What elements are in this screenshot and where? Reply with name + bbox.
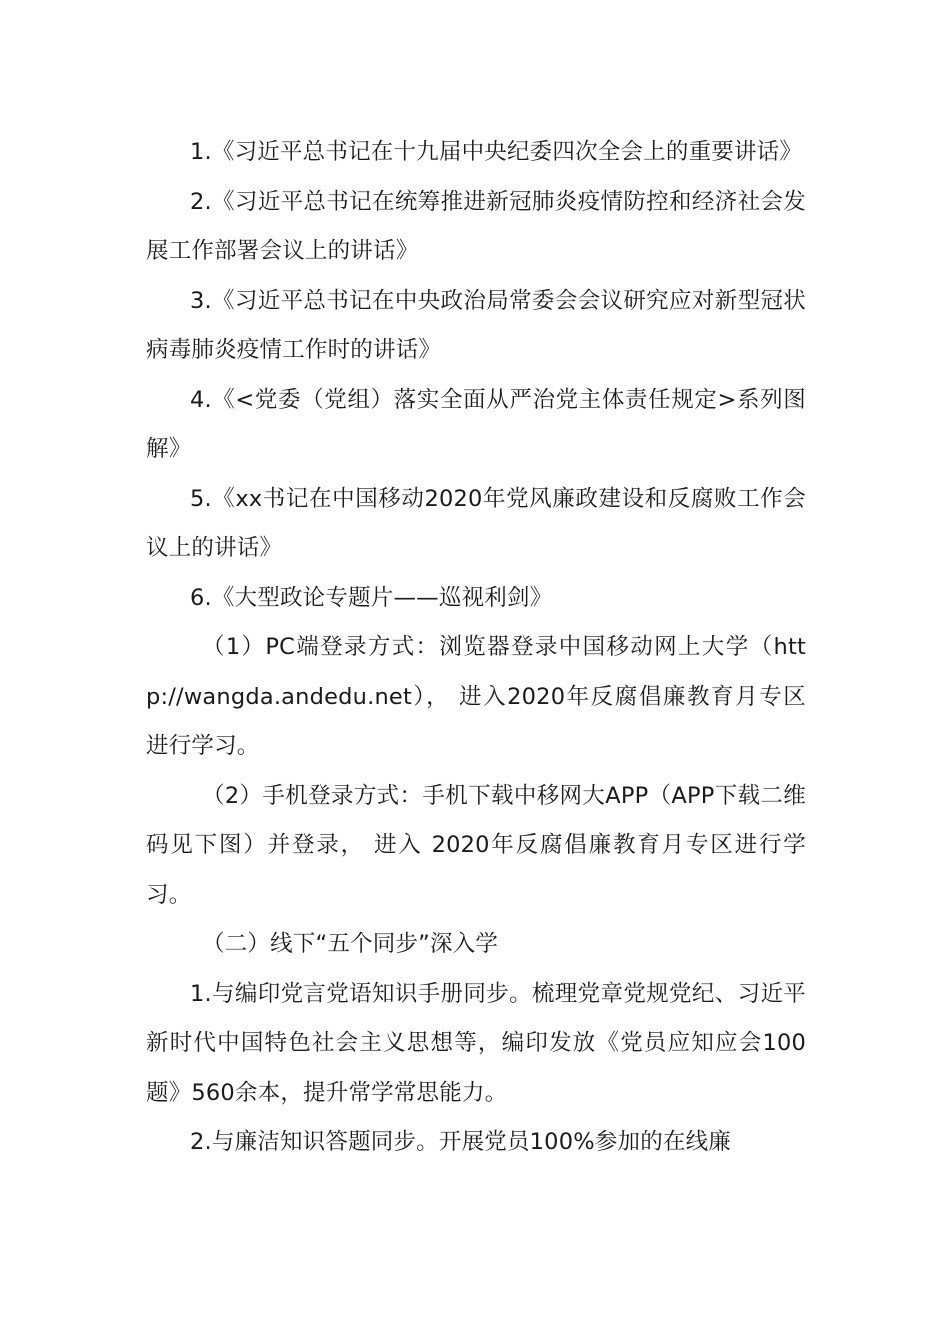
section-heading-offline: （二）线下“五个同步”深入学 [202,931,499,957]
paragraph-item-6: 6.《大型政论专题片——巡视利剑》 [190,584,553,611]
paragraph-item-3: 3.《习近平总书记在中央政治局常委会会议研究应对新型冠状病毒肺炎疫情工作时的讲话》 [146,287,806,363]
document-body [146,128,806,1168]
paragraph-item-1: 1.《习近平总书记在十九届中央纪委四次全会上的重要讲话》 [190,139,803,165]
paragraph-mobile-login: （2）手机登录方式：手机下载中移网大APP（APP下载二维码见下图）并登录， 进入 2020年反腐倡廉教育月专区进行学习。 [146,782,806,908]
paragraph-pc-login: （1）PC端登录方式：浏览器登录中国移动网上大学（http://wangda.andedu.net）， 进入2020年反腐倡廉教育月专区进行学习。 [146,634,806,759]
paragraph-offline-1: 1.与编印党言党语知识手册同步。梳理党章党规党纪、习近平新时代中国特色社会主义思想等，编印发放《党员应知应会100题》560余本，提升常学常思能力。 [146,980,806,1106]
paragraph-offline-2: 2.与廉洁知识答题同步。开展党员100%参加的在线廉 [190,1129,731,1155]
paragraph-item-2: 2.《习近平总书记在统筹推进新冠肺炎疫情防控和经济社会发展工作部署会议上的讲话》 [146,188,806,264]
paragraph-item-5: 5.《xx书记在中国移动2020年党风廉政建设和反腐败工作会议上的讲话》 [146,485,806,561]
paragraph-item-4: 4.《<党委（党组）落实全面从严治党主体责任规定>系列图解》 [146,386,806,462]
